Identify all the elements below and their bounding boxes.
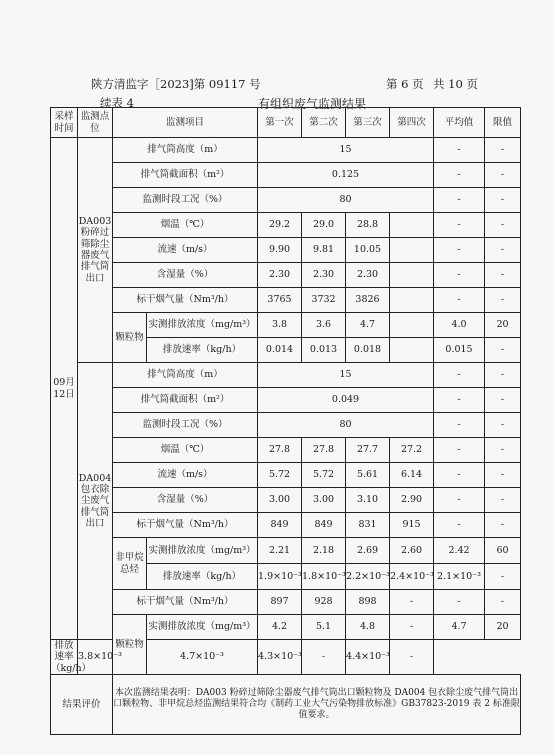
table-row (51, 488, 521, 513)
cell-value: - (485, 438, 521, 463)
table-row (51, 413, 521, 438)
cell-value: 5.72 (302, 463, 346, 488)
cell-value: - (434, 138, 485, 163)
cell-value: 849 (302, 513, 346, 538)
pollutant-label: 颗粒物 (113, 615, 147, 675)
cell-value: 5.61 (346, 463, 390, 488)
conclusion-label: 结果评价 (51, 675, 113, 735)
cell-value: - (434, 488, 485, 513)
table-title: 有组织废气监测结果 (258, 97, 367, 111)
cell-value: 10.05 (346, 238, 390, 263)
col-header-avg: 平均值 (434, 108, 485, 138)
cell-value: 9.90 (258, 238, 302, 263)
table-row (51, 388, 521, 413)
cell-value: 2.2×10⁻³ (346, 564, 390, 590)
cell-value: - (485, 238, 521, 263)
col-header-r4: 第四次 (390, 108, 434, 138)
cell-value (390, 313, 434, 338)
cell-value: 20 (485, 313, 521, 338)
row-label: 排放速率（kg/h） (51, 640, 92, 674)
row-label: 实测排放浓度（mg/m³） (147, 615, 258, 640)
cell-value: - (485, 213, 521, 238)
cell-value: 80 (258, 413, 434, 438)
row-label: 烟温（℃） (113, 438, 258, 463)
row-label: 含湿量（%） (113, 488, 258, 513)
cell-value: - (485, 138, 521, 163)
col-header-time: 采样时间 (51, 108, 78, 138)
date-text: 09月12日 (53, 377, 75, 400)
cell-value: - (434, 463, 485, 488)
cell-value: 15 (258, 138, 434, 163)
row-label: 烟温（℃） (113, 213, 258, 238)
cell-value: 898 (346, 590, 390, 615)
cell-value: 27.7 (346, 438, 390, 463)
table-row (51, 138, 521, 163)
cell-value: 2.18 (302, 538, 346, 564)
cell-value: 0.018 (346, 338, 390, 363)
cell-value: 4.0 (434, 313, 485, 338)
cell-value: 5.1 (302, 615, 346, 640)
row-label: 排气筒截面积（m²） (113, 163, 258, 188)
cell-value: 849 (258, 513, 302, 538)
cell-value: - (434, 590, 485, 615)
cell-value (390, 263, 434, 288)
col-header-limit: 限值 (485, 108, 521, 138)
row-label: 流速（m/s） (113, 463, 258, 488)
cell-value: - (302, 640, 346, 675)
cell-value: 2.4×10⁻³ (390, 564, 434, 590)
cell-value: 2.30 (258, 263, 302, 288)
cell-value: - (434, 238, 485, 263)
cell-value: 80 (258, 188, 434, 213)
cell-value: 20 (485, 615, 521, 640)
cell-value: - (485, 513, 521, 538)
cell-value: - (485, 488, 521, 513)
row-label: 监测时段工况（%） (113, 188, 258, 213)
cell-value: 27.8 (302, 438, 346, 463)
conclusion-text: 本次监测结果表明：DA003 粉碎过筛除尘器废气排气筒出口颗粒物及 DA004 包衣除尘废气排气筒出口颗粒物、非甲烷总烃监测结果符合均《制药工业大气污染物排放标准》GB37823-2019 表 2 标准限值要求。 (113, 675, 521, 735)
cell-value: 3.00 (302, 488, 346, 513)
row-label: 实测排放浓度（mg/m³） (147, 538, 258, 564)
row-label: 排放速率（kg/h） (147, 564, 258, 590)
table-header-row (51, 108, 521, 138)
cell-value: - (434, 388, 485, 413)
cell-value: - (390, 590, 434, 615)
cell-value: 2.90 (390, 488, 434, 513)
cell-value: 0.014 (258, 338, 302, 363)
cell-value: - (434, 288, 485, 313)
table-row (51, 513, 521, 538)
cell-value: - (485, 338, 521, 363)
cell-value: 2.1×10⁻³ (434, 564, 485, 590)
page-total: 共 10 页 (433, 77, 478, 91)
cell-value: 3.6 (302, 313, 346, 338)
cell-value: - (434, 438, 485, 463)
row-label: 标干烟气量（Nm³/h） (113, 590, 258, 615)
cell-value: 831 (346, 513, 390, 538)
row-label: 标干烟气量（Nm³/h） (113, 288, 258, 313)
col-header-r3: 第三次 (346, 108, 390, 138)
cell-value: - (485, 363, 521, 388)
cell-value: - (390, 640, 434, 675)
col-header-r1: 第一次 (258, 108, 302, 138)
table-row (51, 163, 521, 188)
cell-value: 2.30 (346, 263, 390, 288)
cell-value: 4.2 (258, 615, 302, 640)
cell-value: 3.8 (258, 313, 302, 338)
col-header-point: 监测点位 (78, 108, 113, 138)
row-label: 排气筒高度（m） (113, 138, 258, 163)
table-row (51, 438, 521, 463)
cell-value: 15 (258, 363, 434, 388)
table-row (51, 463, 521, 488)
cell-value: 928 (302, 590, 346, 615)
table-row (51, 363, 521, 388)
cell-value: - (434, 363, 485, 388)
conclusion-row (51, 675, 521, 735)
cell-value: - (485, 163, 521, 188)
cell-value (390, 338, 434, 363)
cell-value: 2.60 (390, 538, 434, 564)
cell-value: - (485, 564, 521, 590)
table-row (51, 188, 521, 213)
table-row (51, 538, 521, 564)
row-label: 排气筒高度（m） (113, 363, 258, 388)
cell-value: 2.30 (302, 263, 346, 288)
cell-value: 2.69 (346, 538, 390, 564)
table-row (51, 213, 521, 238)
cell-value: - (434, 188, 485, 213)
cell-value: 3.8×10⁻³ (78, 640, 113, 675)
cell-value: 3826 (346, 288, 390, 313)
document-number: 陕方清监字［2023]第 09117 号 (91, 77, 261, 91)
cell-value: 4.8 (346, 615, 390, 640)
cell-value: 4.3×10⁻³ (258, 640, 302, 675)
cell-value: - (434, 413, 485, 438)
cell-value: 3.10 (346, 488, 390, 513)
row-label: 含湿量（%） (113, 263, 258, 288)
cell-value: - (434, 263, 485, 288)
cell-value: 0.125 (258, 163, 434, 188)
row-label: 监测时段工况（%） (113, 413, 258, 438)
cell-value: 0.049 (258, 388, 434, 413)
cell-value: 28.8 (346, 213, 390, 238)
sampling-date (51, 138, 78, 640)
cell-value: - (434, 213, 485, 238)
cell-value: - (485, 590, 521, 615)
cell-value: 1.9×10⁻³ (258, 564, 302, 590)
cell-value: 897 (258, 590, 302, 615)
cell-value: - (485, 463, 521, 488)
monitoring-table (50, 107, 521, 735)
cell-value: - (485, 413, 521, 438)
cell-value: 4.7 (434, 615, 485, 640)
cell-value: - (485, 288, 521, 313)
cell-value (390, 288, 434, 313)
table-row (51, 615, 521, 640)
cell-value: - (485, 388, 521, 413)
col-header-item: 监测项目 (113, 108, 258, 138)
cell-value: - (434, 513, 485, 538)
page-number: 第 6 页 (386, 77, 424, 91)
cell-value: 6.14 (390, 463, 434, 488)
table-row (51, 263, 521, 288)
cell-value: 60 (485, 538, 521, 564)
cell-value: 4.7 (346, 313, 390, 338)
cell-value: 29.2 (258, 213, 302, 238)
table-row (51, 590, 521, 615)
cell-value: 5.72 (258, 463, 302, 488)
row-label: 流速（m/s） (113, 238, 258, 263)
table-continuation-label: 续表 4 (100, 96, 134, 110)
cell-value: 27.2 (390, 438, 434, 463)
cell-value: 1.8×10⁻³ (302, 564, 346, 590)
cell-value: - (485, 188, 521, 213)
cell-value (390, 238, 434, 263)
cell-value: 27.8 (258, 438, 302, 463)
cell-value: 9.81 (302, 238, 346, 263)
cell-value (390, 213, 434, 238)
col-header-r2: 第二次 (302, 108, 346, 138)
cell-value: 915 (390, 513, 434, 538)
cell-value: 2.21 (258, 538, 302, 564)
cell-value: 3.00 (258, 488, 302, 513)
cell-value: 3732 (302, 288, 346, 313)
pollutant-label: 非甲烷总烃 (113, 538, 147, 590)
cell-value: 4.4×10⁻³ (346, 640, 390, 675)
row-label: 实测排放浓度（mg/m³） (147, 313, 258, 338)
row-label: 标干烟气量（Nm³/h） (113, 513, 258, 538)
table-row (51, 288, 521, 313)
cell-value: - (485, 263, 521, 288)
cell-value: 2.42 (434, 538, 485, 564)
cell-value: 0.015 (434, 338, 485, 363)
site-b-name: DA004 包衣除尘废气排气筒出口 (78, 363, 113, 640)
cell-value: 3765 (258, 288, 302, 313)
table-row (51, 313, 521, 338)
site-a-name: DA003 粉碎过筛除尘器废气排气筒出口 (78, 138, 113, 363)
cell-value: 29.0 (302, 213, 346, 238)
row-label: 排放速率（kg/h） (147, 338, 258, 363)
cell-value: 4.7×10⁻³ (147, 640, 258, 675)
cell-value: - (390, 615, 434, 640)
pollutant-label: 颗粒物 (113, 313, 147, 363)
cell-value: - (434, 163, 485, 188)
table-row (51, 238, 521, 263)
cell-value: 0.013 (302, 338, 346, 363)
row-label: 排气筒截面积（m²） (113, 388, 258, 413)
